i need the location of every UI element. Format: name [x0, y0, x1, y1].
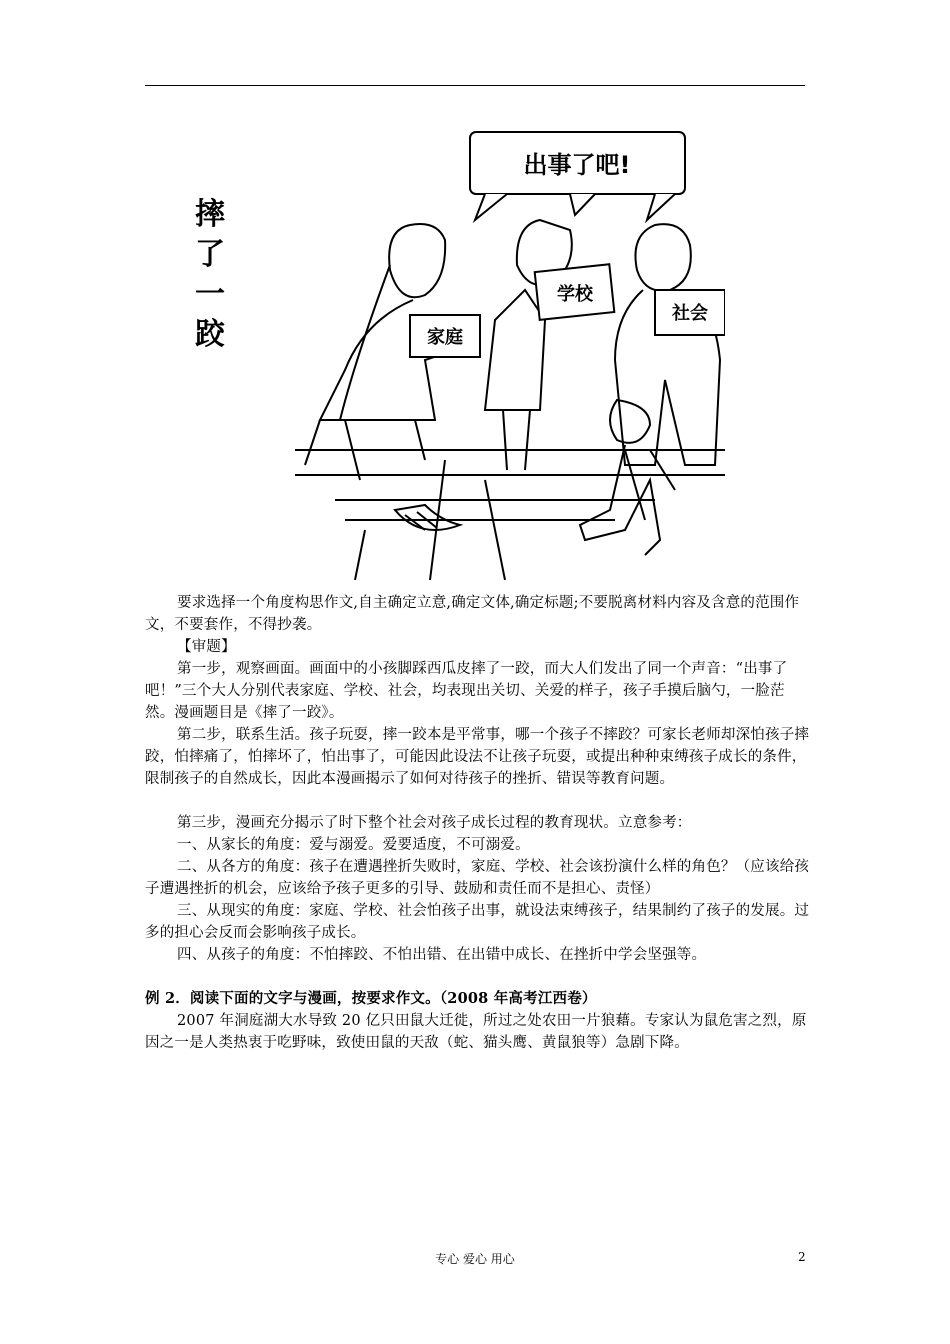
cartoon-title-char: 了 [195, 237, 225, 272]
idea-3: 三、从现实的角度：家庭、学校、社会怕孩子出事，就设法束缚孩子，结果制约了孩子的发展。过多的担心会反而会影响孩子成长。 [145, 903, 810, 941]
idea-1: 一、从家长的角度：爱与溺爱。爱要适度，不可溺爱。 [177, 837, 530, 853]
cartoon-illustration [185, 120, 725, 580]
example-heading: 例 2．阅读下面的文字与漫画，按要求作文。（2008 年高考江西卷） [145, 990, 597, 1007]
page-number: 2 [798, 1250, 806, 1264]
analysis-step-1: 第一步，观察画面。画面中的小孩脚踩西瓜皮摔了一跤，而大人们发出了同一个声音：“出事了吧！”三个大人分别代表家庭、学校、社会，均表现出关切、关爱的样子，孩子手摸后脑勺，一脸茫然。漫画题目是《摔了一跤》。 [145, 661, 788, 721]
bubble-text: 出事了吧! [523, 151, 631, 179]
cartoon-title [185, 195, 235, 355]
footer-motto: 专心 爱心 用心 [435, 1252, 515, 1266]
idea-4: 四、从孩子的角度：不怕摔跤、不怕出错、在出错中成长、在挫折中学会坚强等。 [177, 947, 707, 963]
cartoon-drawing [185, 120, 725, 580]
cartoon-title-char: 一 [195, 277, 225, 312]
cartoon-title-char: 跤 [195, 317, 225, 352]
analysis-step-2: 第二步，联系生活。孩子玩耍，摔一跤本是平常事，哪一个孩子不摔跤？可家长老师却深怕孩子摔跤，怕摔痛了，怕摔坏了，怕出事了，可能因此设法不让孩子玩耍，或提出种种束缚孩子成长的条件，限制孩子的自然成长，因此本漫画揭示了如何对待孩子的挫折、错误等教育问题。 [145, 727, 810, 787]
section-heading: 【审题】 [177, 639, 236, 655]
analysis-step-3: 第三步，漫画充分揭示了时下整个社会对孩子成长过程的教育现状。立意参考： [177, 815, 692, 831]
sign-school: 学校 [557, 284, 593, 305]
requirement-paragraph: 要求选择一个角度构思作文,自主确定立意,确定文体,确定标题;不要脱离材料内容及含意的范围作文，不要套作，不得抄袭。 [145, 595, 800, 633]
idea-2: 二、从各方的角度：孩子在遭遇挫折失败时，家庭、学校、社会该扮演什么样的角色？（应该给孩子遭遇挫折的机会，应该给予孩子更多的引导、鼓励和责任而不是担心、责怪） [145, 859, 810, 897]
cartoon-title-char: 摔 [195, 197, 225, 232]
sign-family: 家庭 [427, 327, 463, 348]
sign-society: 社会 [672, 303, 708, 324]
header-rule [145, 85, 805, 86]
example-body: 2007 年洞庭湖大水导致 20 亿只田鼠大迁徙，所过之处农田一片狼藉。专家认为鼠危害之烈，原因之一是人类热衷于吃野味，致使田鼠的天敌（蛇、猫头鹰、黄鼠狼等）急剧下降。 [145, 1013, 807, 1051]
